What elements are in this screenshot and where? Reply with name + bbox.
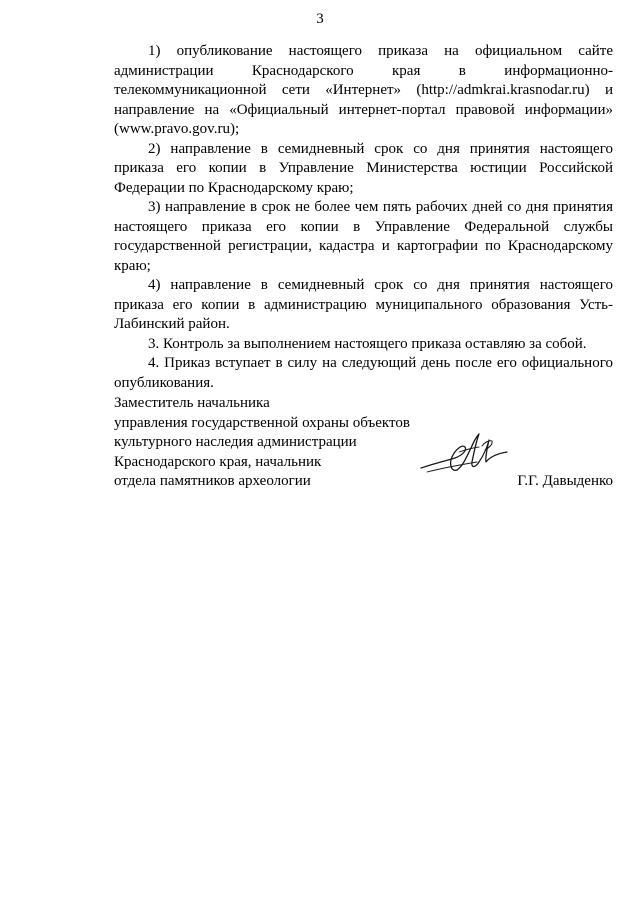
- signatory-name: Г.Г. Давыденко: [517, 473, 613, 489]
- paragraph-ministry-justice: 2) направление в семидневный срок со дня принятия настоящего приказа его копии в Управление Министерства юстиции Российской Федерации по Краснодарскому краю;: [114, 140, 613, 196]
- paragraph-rosreestr: 3) направление в срок не более чем пять рабочих дней со дня принятия настоящего приказа его копии в Управление Федеральной службы государственной регистрации, кадастра и картографии по Краснодарскому краю;: [114, 199, 613, 274]
- order-body-text: [114, 42, 613, 393]
- handwritten-signature-icon: [419, 428, 509, 480]
- signature-block: [114, 394, 613, 494]
- signatory-title-line: культурного наследия администрации: [114, 434, 357, 450]
- paragraph-control: 3. Контроль за выполнением настоящего приказа оставляю за собой.: [148, 335, 587, 352]
- signatory-title-line: отдела памятников археологии: [114, 473, 311, 489]
- paragraph-publication: 1) опубликование настоящего приказа на официальном сайте администрации Краснодарского края в информационно-телекоммуникационной сети «Интернет» (http://admkrai.krasnodar.ru) и направление на «Официальный интернет-портал правовой информации» (www.pravo.gov.ru);: [114, 43, 613, 137]
- signatory-title-line: Краснодарского края, начальник: [114, 453, 322, 470]
- paragraph-effective-date: 4. Приказ вступает в силу на следующий день после его официального опубликования.: [114, 355, 613, 391]
- signatory-title-line: Заместитель начальника: [114, 395, 270, 411]
- signatory-title-line: управления государственной охраны объектов: [114, 414, 410, 431]
- page-number: 3: [316, 11, 324, 27]
- paragraph-municipality: 4) направление в семидневный срок со дня принятия настоящего приказа его копии в администрацию муниципального образования Усть-Лабинский район.: [114, 277, 613, 332]
